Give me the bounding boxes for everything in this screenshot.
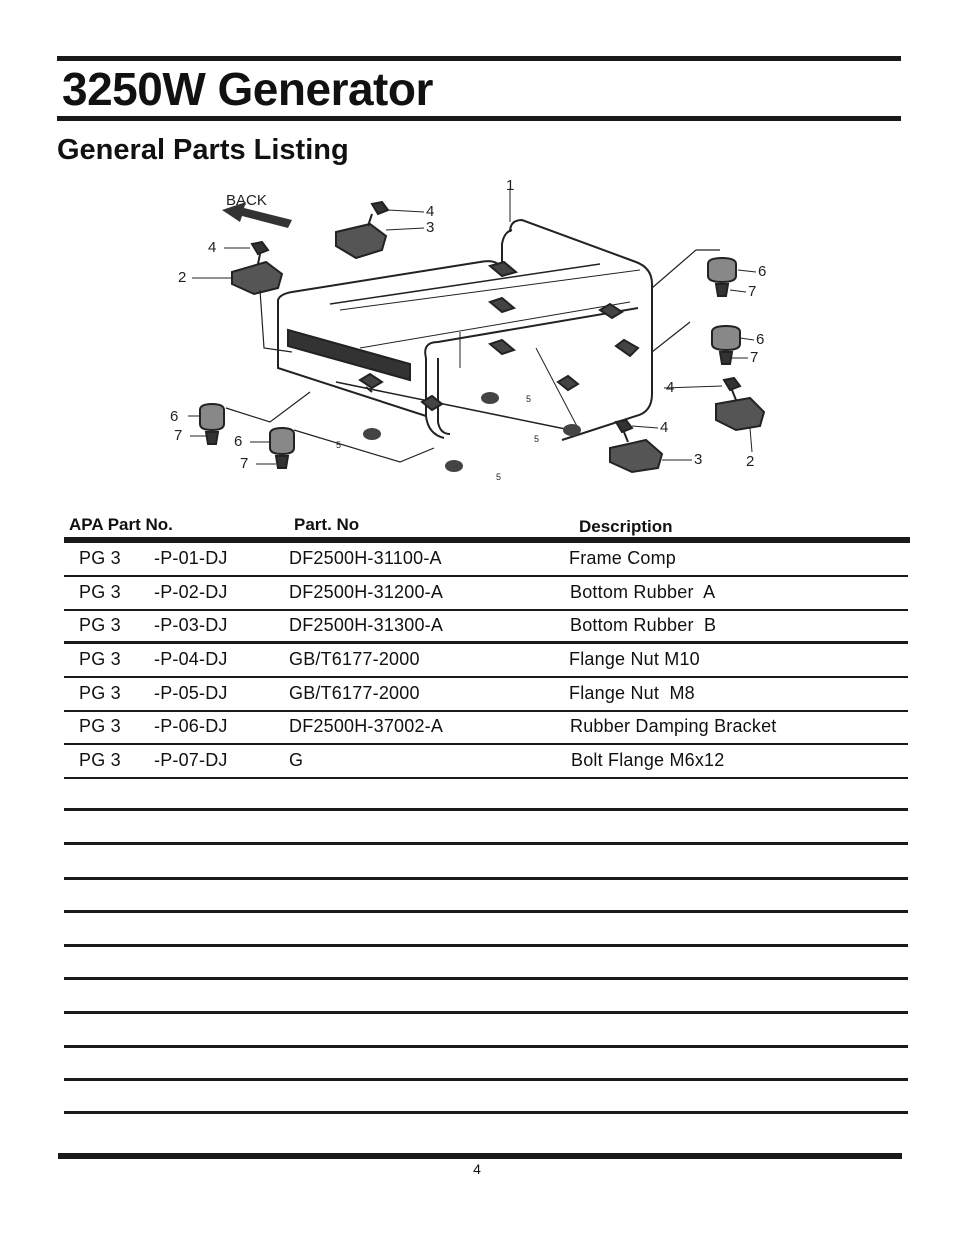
- empty-row-divider: [64, 977, 908, 980]
- callout-3-bottom: 3: [694, 451, 703, 468]
- empty-row-divider: [64, 842, 908, 845]
- part-no: DF2500H-31200-A: [289, 582, 444, 602]
- empty-row-divider: [64, 944, 908, 947]
- callout-6-left-2: 6: [234, 433, 243, 450]
- callout-4-top: 4: [426, 203, 435, 220]
- back-label: BACK: [226, 192, 267, 209]
- header-description: Description: [579, 517, 673, 536]
- apa-suffix: -P-03-DJ: [154, 615, 228, 635]
- apa-suffix: -P-01-DJ: [154, 548, 228, 568]
- part-no: DF2500H-31100-A: [289, 548, 442, 568]
- callout-5-b: 5: [526, 394, 532, 404]
- empty-row-divider: [64, 877, 908, 880]
- description: Frame Comp: [569, 548, 677, 568]
- table-row: [64, 609, 908, 642]
- apa-suffix: -P-07-DJ: [154, 750, 228, 770]
- callout-3-top: 3: [426, 219, 435, 236]
- description: Bottom Rubber B: [570, 615, 717, 635]
- part-no: GB/T6177-2000: [289, 683, 420, 703]
- callout-5-a: 5: [336, 440, 342, 450]
- description: Flange Nut M8: [569, 683, 695, 703]
- bracket-left: [232, 242, 292, 352]
- table-row: [64, 576, 908, 609]
- empty-row-divider: [64, 910, 908, 913]
- part-no: DF2500H-31300-A: [289, 615, 444, 635]
- empty-row-divider: [64, 1011, 908, 1014]
- row-divider: [64, 777, 908, 779]
- part-no: DF2500H-37002-A: [289, 716, 444, 736]
- apa-suffix: -P-05-DJ: [154, 683, 228, 703]
- rubber-mount-right-upper: [652, 250, 736, 296]
- part-no: GB/T6177-2000: [289, 649, 420, 669]
- frame-exploded-diagram: [160, 172, 800, 494]
- empty-row-divider: [64, 808, 908, 811]
- description: Bottom Rubber A: [570, 582, 716, 602]
- frame-comp: [278, 220, 652, 440]
- section-title: General Parts Listing: [57, 134, 349, 166]
- callout-6-left-1: 6: [170, 408, 179, 425]
- callout-1: 1: [506, 177, 515, 194]
- apa-suffix: -P-02-DJ: [154, 582, 228, 602]
- callout-7-upper: 7: [748, 283, 757, 300]
- flange-nut-group: [363, 392, 581, 472]
- empty-row-divider: [64, 1045, 908, 1048]
- callout-7-left-2: 7: [240, 455, 249, 472]
- apa-prefix: PG 3: [79, 548, 121, 568]
- rubber-mount-right-lower: [652, 322, 740, 364]
- bracket-top: [336, 202, 388, 258]
- top-rule: [57, 56, 901, 61]
- table-row: [64, 643, 908, 676]
- apa-prefix: PG 3: [79, 649, 121, 669]
- apa-prefix: PG 3: [79, 683, 121, 703]
- callout-6-upper: 6: [758, 263, 767, 280]
- page-title: 3250W Generator: [62, 63, 433, 115]
- empty-row-divider: [64, 1078, 908, 1081]
- table-row: [64, 677, 908, 710]
- apa-prefix: PG 3: [79, 750, 121, 770]
- table-row: [64, 710, 908, 743]
- apa-prefix: PG 3: [79, 716, 121, 736]
- empty-row-divider: [64, 1111, 908, 1114]
- callout-2-right: 2: [746, 453, 755, 470]
- apa-prefix: PG 3: [79, 615, 121, 635]
- part-no: G: [289, 750, 304, 770]
- bracket-right: [716, 378, 764, 430]
- header-part-no: Part. No: [294, 515, 360, 534]
- callout-4-bottom: 4: [660, 419, 669, 436]
- callout-4-right: 4: [666, 379, 675, 396]
- callout-6-lower: 6: [756, 331, 765, 348]
- apa-suffix: -P-04-DJ: [154, 649, 228, 669]
- table-row: [64, 744, 908, 777]
- callout-5-c: 5: [534, 434, 540, 444]
- title-underline: [57, 116, 901, 121]
- callout-5-d: 5: [496, 472, 502, 482]
- footer-rule: [58, 1153, 902, 1159]
- callout-2-left: 2: [178, 269, 187, 286]
- description: Flange Nut M10: [569, 649, 700, 669]
- description: Rubber Damping Bracket: [570, 716, 777, 736]
- description: Bolt Flange M6x12: [571, 750, 725, 770]
- apa-prefix: PG 3: [79, 582, 121, 602]
- callout-7-left-1: 7: [174, 427, 183, 444]
- header-apa-part-no: APA Part No.: [69, 515, 173, 534]
- rubber-mount-left-2: [270, 428, 434, 468]
- callout-7-lower: 7: [750, 349, 759, 366]
- page-number: 4: [473, 1161, 481, 1177]
- leader-lines: [188, 190, 759, 464]
- apa-suffix: -P-06-DJ: [154, 716, 228, 736]
- table-row: [64, 542, 908, 575]
- callout-4-left: 4: [208, 239, 217, 256]
